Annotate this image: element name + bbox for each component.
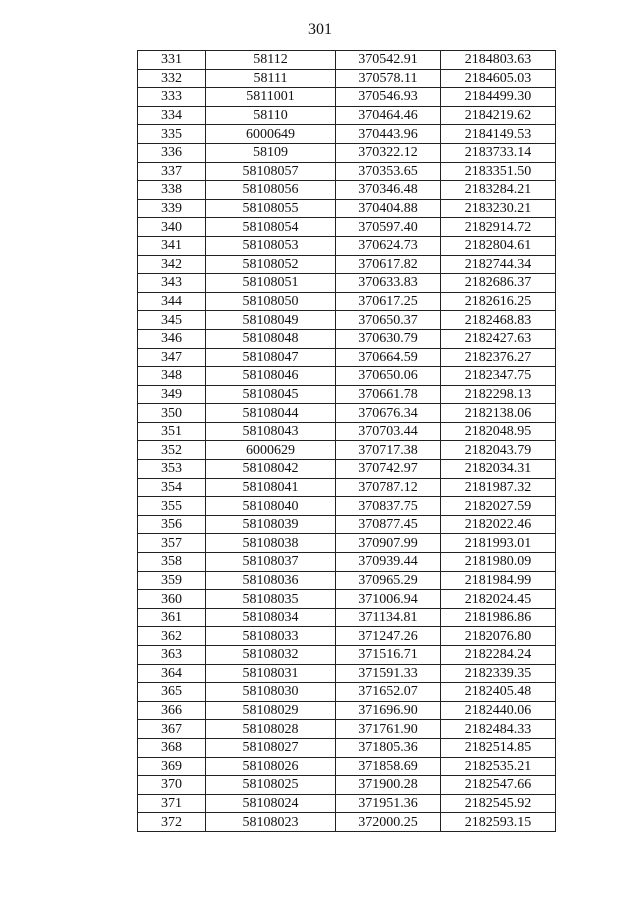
point-id-cell: 58108043	[206, 422, 336, 441]
point-id-cell: 58108053	[206, 236, 336, 255]
table-row	[138, 218, 556, 237]
row-index-cell: 359	[138, 571, 206, 590]
y-coordinate-cell: 2181986.86	[441, 608, 556, 627]
table-row	[138, 162, 556, 181]
x-coordinate-cell: 370877.45	[336, 515, 441, 534]
row-index-cell: 364	[138, 664, 206, 683]
x-coordinate-cell: 370542.91	[336, 51, 441, 70]
coordinates-table-body	[138, 51, 556, 832]
point-id-cell: 58108026	[206, 757, 336, 776]
row-index-cell: 345	[138, 311, 206, 330]
x-coordinate-cell: 370965.29	[336, 571, 441, 590]
point-id-cell: 58108041	[206, 478, 336, 497]
table-row	[138, 794, 556, 813]
row-index-cell: 344	[138, 292, 206, 311]
x-coordinate-cell: 370578.11	[336, 69, 441, 88]
point-id-cell: 58108048	[206, 329, 336, 348]
x-coordinate-cell: 371805.36	[336, 738, 441, 757]
x-coordinate-cell: 370650.06	[336, 367, 441, 386]
y-coordinate-cell: 2182027.59	[441, 497, 556, 516]
point-id-cell: 58108055	[206, 199, 336, 218]
x-coordinate-cell: 370617.25	[336, 292, 441, 311]
table-row	[138, 515, 556, 534]
x-coordinate-cell: 370443.96	[336, 125, 441, 144]
table-row	[138, 813, 556, 832]
table-row	[138, 701, 556, 720]
table-row	[138, 571, 556, 590]
y-coordinate-cell: 2183230.21	[441, 199, 556, 218]
row-index-cell: 369	[138, 757, 206, 776]
table-row	[138, 534, 556, 553]
point-id-cell: 58108035	[206, 590, 336, 609]
point-id-cell: 58108023	[206, 813, 336, 832]
table-row	[138, 311, 556, 330]
y-coordinate-cell: 2182547.66	[441, 776, 556, 795]
point-id-cell: 58108046	[206, 367, 336, 386]
point-id-cell: 58110	[206, 106, 336, 125]
row-index-cell: 360	[138, 590, 206, 609]
row-index-cell: 332	[138, 69, 206, 88]
point-id-cell: 58108030	[206, 683, 336, 702]
table-row	[138, 757, 556, 776]
point-id-cell: 58108047	[206, 348, 336, 367]
row-index-cell: 361	[138, 608, 206, 627]
y-coordinate-cell: 2182347.75	[441, 367, 556, 386]
y-coordinate-cell: 2182914.72	[441, 218, 556, 237]
row-index-cell: 357	[138, 534, 206, 553]
y-coordinate-cell: 2182545.92	[441, 794, 556, 813]
y-coordinate-cell: 2181980.09	[441, 553, 556, 572]
row-index-cell: 367	[138, 720, 206, 739]
point-id-cell: 58108045	[206, 385, 336, 404]
row-index-cell: 358	[138, 553, 206, 572]
coordinates-table	[137, 50, 556, 832]
row-index-cell: 335	[138, 125, 206, 144]
point-id-cell: 58108044	[206, 404, 336, 423]
point-id-cell: 58108042	[206, 460, 336, 479]
y-coordinate-cell: 2182043.79	[441, 441, 556, 460]
point-id-cell: 58108025	[206, 776, 336, 795]
point-id-cell: 6000629	[206, 441, 336, 460]
row-index-cell: 339	[138, 199, 206, 218]
row-index-cell: 336	[138, 143, 206, 162]
y-coordinate-cell: 2182593.15	[441, 813, 556, 832]
x-coordinate-cell: 370546.93	[336, 88, 441, 107]
row-index-cell: 342	[138, 255, 206, 274]
point-id-cell: 58108036	[206, 571, 336, 590]
x-coordinate-cell: 370404.88	[336, 199, 441, 218]
point-id-cell: 58108027	[206, 738, 336, 757]
point-id-cell: 5811001	[206, 88, 336, 107]
row-index-cell: 351	[138, 422, 206, 441]
point-id-cell: 58108056	[206, 181, 336, 200]
table-row	[138, 292, 556, 311]
table-row	[138, 683, 556, 702]
point-id-cell: 58108028	[206, 720, 336, 739]
row-index-cell: 334	[138, 106, 206, 125]
point-id-cell: 58108034	[206, 608, 336, 627]
row-index-cell: 356	[138, 515, 206, 534]
x-coordinate-cell: 371134.81	[336, 608, 441, 627]
x-coordinate-cell: 370837.75	[336, 497, 441, 516]
table-row	[138, 738, 556, 757]
table-row	[138, 348, 556, 367]
table-row	[138, 441, 556, 460]
table-row	[138, 720, 556, 739]
row-index-cell: 331	[138, 51, 206, 70]
row-index-cell: 366	[138, 701, 206, 720]
table-row	[138, 106, 556, 125]
row-index-cell: 370	[138, 776, 206, 795]
x-coordinate-cell: 371516.71	[336, 646, 441, 665]
point-id-cell: 58108051	[206, 274, 336, 293]
x-coordinate-cell: 370742.97	[336, 460, 441, 479]
table-row	[138, 627, 556, 646]
y-coordinate-cell: 2182616.25	[441, 292, 556, 311]
y-coordinate-cell: 2181993.01	[441, 534, 556, 553]
y-coordinate-cell: 2182034.31	[441, 460, 556, 479]
row-index-cell: 338	[138, 181, 206, 200]
x-coordinate-cell: 370630.79	[336, 329, 441, 348]
point-id-cell: 58112	[206, 51, 336, 70]
x-coordinate-cell: 370617.82	[336, 255, 441, 274]
y-coordinate-cell: 2183733.14	[441, 143, 556, 162]
table-row	[138, 143, 556, 162]
x-coordinate-cell: 370661.78	[336, 385, 441, 404]
y-coordinate-cell: 2182024.45	[441, 590, 556, 609]
row-index-cell: 341	[138, 236, 206, 255]
point-id-cell: 58108029	[206, 701, 336, 720]
x-coordinate-cell: 371858.69	[336, 757, 441, 776]
x-coordinate-cell: 370907.99	[336, 534, 441, 553]
point-id-cell: 58108033	[206, 627, 336, 646]
x-coordinate-cell: 370633.83	[336, 274, 441, 293]
y-coordinate-cell: 2181984.99	[441, 571, 556, 590]
x-coordinate-cell: 370353.65	[336, 162, 441, 181]
table-row	[138, 51, 556, 70]
row-index-cell: 340	[138, 218, 206, 237]
table-row	[138, 422, 556, 441]
point-id-cell: 6000649	[206, 125, 336, 144]
x-coordinate-cell: 370717.38	[336, 441, 441, 460]
point-id-cell: 58108040	[206, 497, 336, 516]
x-coordinate-cell: 371761.90	[336, 720, 441, 739]
table-row	[138, 69, 556, 88]
y-coordinate-cell: 2184605.03	[441, 69, 556, 88]
point-id-cell: 58108038	[206, 534, 336, 553]
y-coordinate-cell: 2182076.80	[441, 627, 556, 646]
table-row	[138, 776, 556, 795]
row-index-cell: 346	[138, 329, 206, 348]
point-id-cell: 58108024	[206, 794, 336, 813]
y-coordinate-cell: 2182744.34	[441, 255, 556, 274]
point-id-cell: 58108050	[206, 292, 336, 311]
y-coordinate-cell: 2183351.50	[441, 162, 556, 181]
table-row	[138, 404, 556, 423]
row-index-cell: 343	[138, 274, 206, 293]
y-coordinate-cell: 2182427.63	[441, 329, 556, 348]
x-coordinate-cell: 370650.37	[336, 311, 441, 330]
y-coordinate-cell: 2182514.85	[441, 738, 556, 757]
row-index-cell: 354	[138, 478, 206, 497]
table-row	[138, 329, 556, 348]
x-coordinate-cell: 370703.44	[336, 422, 441, 441]
y-coordinate-cell: 2182284.24	[441, 646, 556, 665]
table-row	[138, 478, 556, 497]
row-index-cell: 365	[138, 683, 206, 702]
table-row	[138, 646, 556, 665]
row-index-cell: 337	[138, 162, 206, 181]
y-coordinate-cell: 2182440.06	[441, 701, 556, 720]
row-index-cell: 355	[138, 497, 206, 516]
x-coordinate-cell: 370787.12	[336, 478, 441, 497]
table-row	[138, 274, 556, 293]
y-coordinate-cell: 2182804.61	[441, 236, 556, 255]
x-coordinate-cell: 371696.90	[336, 701, 441, 720]
point-id-cell: 58108037	[206, 553, 336, 572]
y-coordinate-cell: 2182535.21	[441, 757, 556, 776]
y-coordinate-cell: 2182484.33	[441, 720, 556, 739]
table-row	[138, 181, 556, 200]
row-index-cell: 372	[138, 813, 206, 832]
y-coordinate-cell: 2182376.27	[441, 348, 556, 367]
x-coordinate-cell: 371006.94	[336, 590, 441, 609]
row-index-cell: 363	[138, 646, 206, 665]
y-coordinate-cell: 2182298.13	[441, 385, 556, 404]
row-index-cell: 352	[138, 441, 206, 460]
row-index-cell: 368	[138, 738, 206, 757]
row-index-cell: 353	[138, 460, 206, 479]
table-row	[138, 497, 556, 516]
y-coordinate-cell: 2184219.62	[441, 106, 556, 125]
y-coordinate-cell: 2181987.32	[441, 478, 556, 497]
x-coordinate-cell: 371591.33	[336, 664, 441, 683]
row-index-cell: 349	[138, 385, 206, 404]
table-row	[138, 553, 556, 572]
page-number: 301	[308, 21, 332, 38]
y-coordinate-cell: 2184803.63	[441, 51, 556, 70]
table-row	[138, 460, 556, 479]
row-index-cell: 333	[138, 88, 206, 107]
table-row	[138, 664, 556, 683]
table-row	[138, 385, 556, 404]
table-row	[138, 236, 556, 255]
x-coordinate-cell: 370464.46	[336, 106, 441, 125]
table-row	[138, 88, 556, 107]
row-index-cell: 348	[138, 367, 206, 386]
point-id-cell: 58108032	[206, 646, 336, 665]
x-coordinate-cell: 370664.59	[336, 348, 441, 367]
y-coordinate-cell: 2182686.37	[441, 274, 556, 293]
table-row	[138, 367, 556, 386]
point-id-cell: 58108052	[206, 255, 336, 274]
y-coordinate-cell: 2182022.46	[441, 515, 556, 534]
table-row	[138, 255, 556, 274]
point-id-cell: 58108031	[206, 664, 336, 683]
y-coordinate-cell: 2182405.48	[441, 683, 556, 702]
y-coordinate-cell: 2184149.53	[441, 125, 556, 144]
y-coordinate-cell: 2182138.06	[441, 404, 556, 423]
x-coordinate-cell: 371951.36	[336, 794, 441, 813]
x-coordinate-cell: 370346.48	[336, 181, 441, 200]
x-coordinate-cell: 370597.40	[336, 218, 441, 237]
x-coordinate-cell: 370624.73	[336, 236, 441, 255]
x-coordinate-cell: 371900.28	[336, 776, 441, 795]
point-id-cell: 58111	[206, 69, 336, 88]
point-id-cell: 58108057	[206, 162, 336, 181]
y-coordinate-cell: 2183284.21	[441, 181, 556, 200]
x-coordinate-cell: 370322.12	[336, 143, 441, 162]
row-index-cell: 350	[138, 404, 206, 423]
row-index-cell: 362	[138, 627, 206, 646]
table-row	[138, 590, 556, 609]
x-coordinate-cell: 370676.34	[336, 404, 441, 423]
row-index-cell: 347	[138, 348, 206, 367]
table-row	[138, 608, 556, 627]
x-coordinate-cell: 370939.44	[336, 553, 441, 572]
y-coordinate-cell: 2184499.30	[441, 88, 556, 107]
y-coordinate-cell: 2182339.35	[441, 664, 556, 683]
y-coordinate-cell: 2182468.83	[441, 311, 556, 330]
y-coordinate-cell: 2182048.95	[441, 422, 556, 441]
x-coordinate-cell: 371652.07	[336, 683, 441, 702]
x-coordinate-cell: 372000.25	[336, 813, 441, 832]
point-id-cell: 58109	[206, 143, 336, 162]
table-row	[138, 125, 556, 144]
row-index-cell: 371	[138, 794, 206, 813]
point-id-cell: 58108054	[206, 218, 336, 237]
point-id-cell: 58108049	[206, 311, 336, 330]
x-coordinate-cell: 371247.26	[336, 627, 441, 646]
table-row	[138, 199, 556, 218]
point-id-cell: 58108039	[206, 515, 336, 534]
